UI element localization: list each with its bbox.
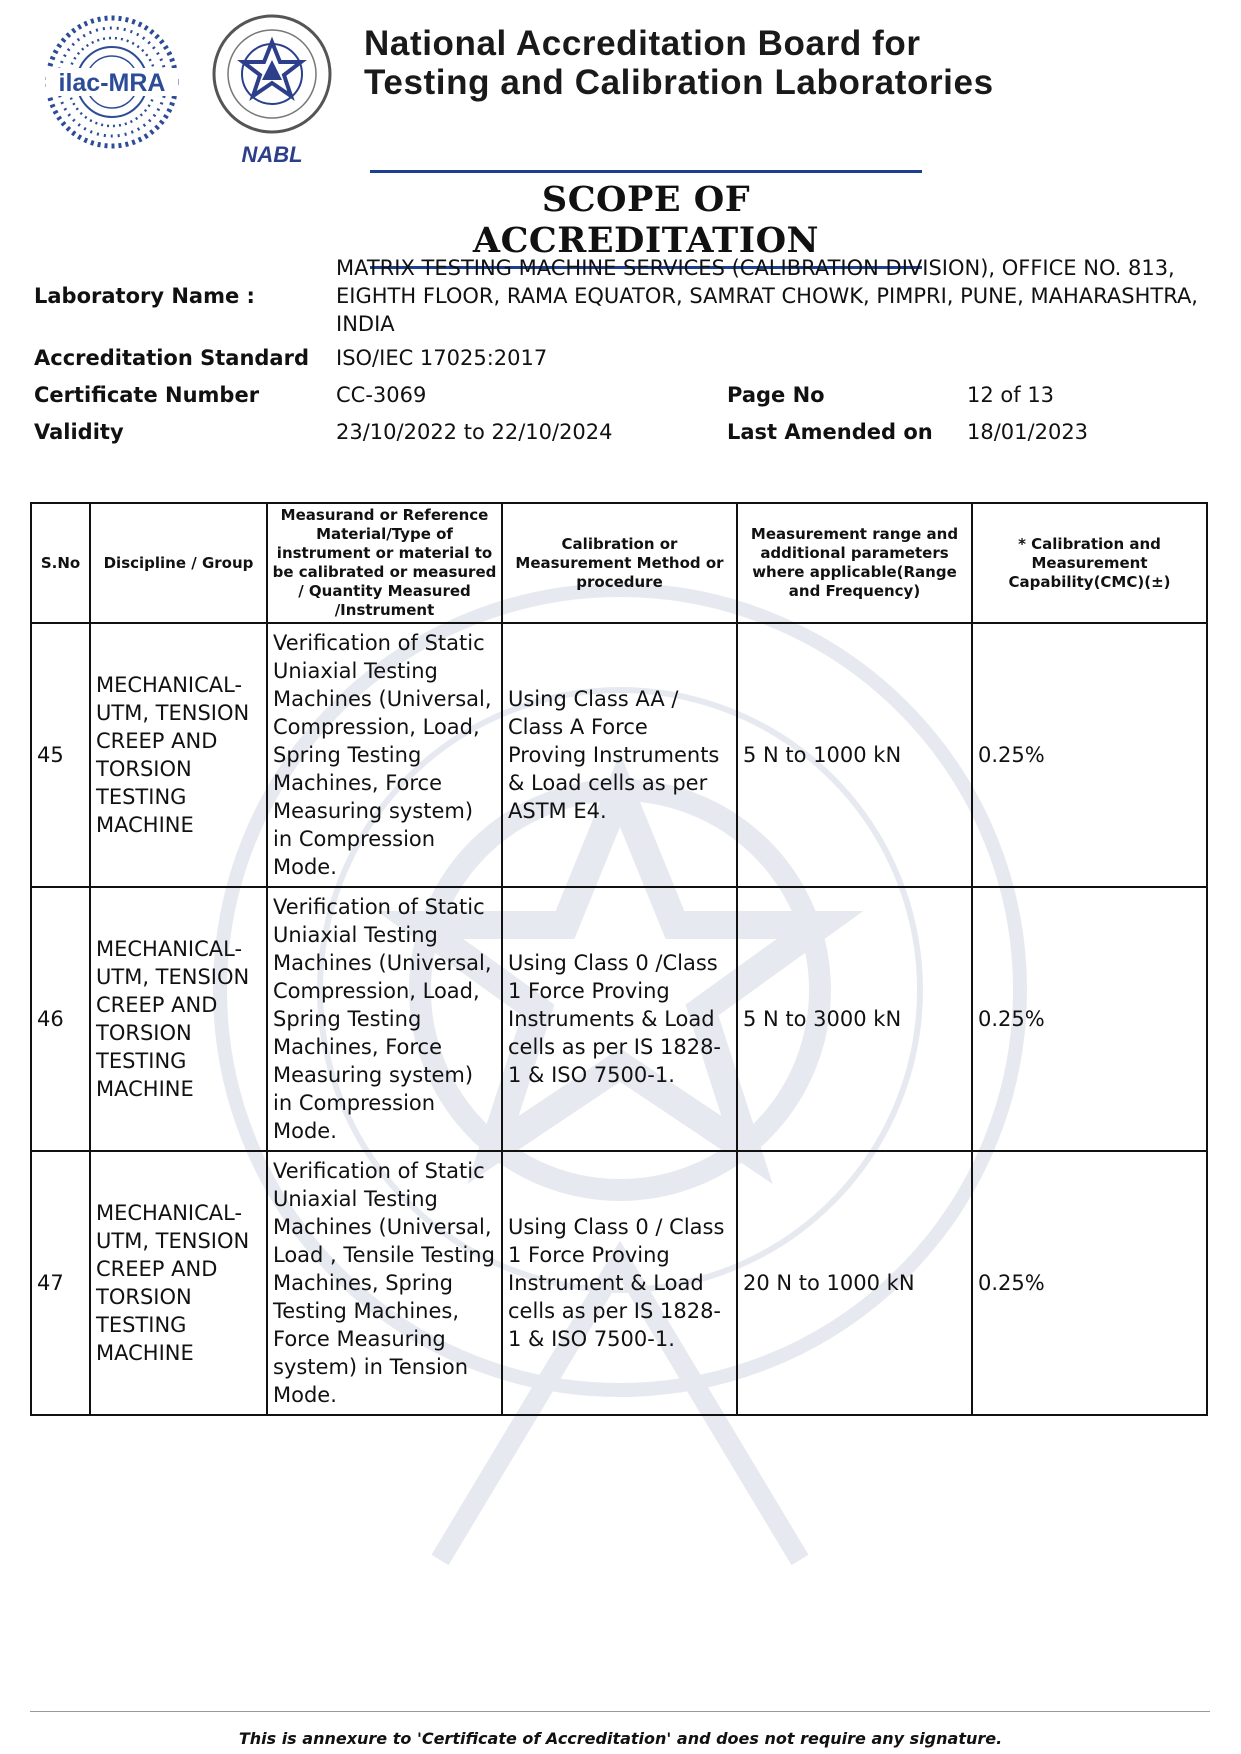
svg-text:NABL: NABL	[241, 142, 303, 167]
standard-value: ISO/IEC 17025:2017	[336, 346, 548, 370]
cell-range: 5 N to 1000 kN	[737, 623, 972, 887]
cell-method: Using Class 0 /Class 1 Force Proving Instruments & Load cells as per IS 1828-1 & ISO 7500-1.	[502, 887, 737, 1151]
table-header-row	[31, 503, 1207, 623]
table-row	[31, 623, 1207, 887]
cell-sno: 46	[31, 887, 90, 1151]
page-no-label: Page No	[727, 383, 825, 407]
validity-label: Validity	[34, 420, 124, 444]
nabl-logo	[210, 12, 334, 172]
cell-cmc: 0.25%	[972, 623, 1207, 887]
cell-cmc: 0.25%	[972, 1151, 1207, 1415]
cell-range: 20 N to 1000 kN	[737, 1151, 972, 1415]
certificate-number-value: CC-3069	[336, 383, 427, 407]
svg-text:ilac-MRA: ilac-MRA	[58, 69, 166, 97]
cell-range: 5 N to 3000 kN	[737, 887, 972, 1151]
header-cmc: * Calibration and Measurement Capability(CMC)(±)	[972, 503, 1207, 623]
board-title-line2: Testing and Calibration Laboratories	[364, 63, 994, 102]
cell-method: Using Class AA / Class A Force Proving Instruments & Load cells as per ASTM E4.	[502, 623, 737, 887]
cell-cmc: 0.25%	[972, 887, 1207, 1151]
cell-discipline: MECHANICAL- UTM, TENSION CREEP AND TORSION TESTING MACHINE	[90, 1151, 267, 1415]
standard-label: Accreditation Standard	[34, 346, 309, 370]
certificate-number-label: Certificate Number	[34, 383, 260, 407]
cell-sno: 47	[31, 1151, 90, 1415]
footer-note: This is annexure to 'Certificate of Accreditation' and does not require any signature.	[238, 1729, 1003, 1748]
cell-discipline: MECHANICAL- UTM, TENSION CREEP AND TORSION TESTING MACHINE	[90, 887, 267, 1151]
header-range: Measurement range and additional parameters where applicable(Range and Frequency)	[737, 503, 972, 623]
header-measurand: Measurand or Reference Material/Type of instrument or material to be calibrated or measured / Quantity Measured /Instrument	[267, 503, 502, 623]
header-discipline: Discipline / Group	[90, 503, 267, 623]
lab-name-value: MATRIX TESTING MACHINE SERVICES (CALIBRATION DIVISION), OFFICE NO. 813, EIGHTH FLOOR, RAMA EQUATOR, SAMRAT CHOWK, PIMPRI, PUNE, MAHARASHTRA, INDIA	[336, 256, 1198, 336]
table-row	[31, 887, 1207, 1151]
last-amended-value: 18/01/2023	[967, 420, 1089, 444]
board-title	[364, 24, 994, 102]
cell-method: Using Class 0 / Class 1 Force Proving Instrument & Load cells as per IS 1828-1 & ISO 7500-1.	[502, 1151, 737, 1415]
footer-divider	[30, 1711, 1210, 1712]
cell-sno: 45	[31, 623, 90, 887]
last-amended-label: Last Amended on	[727, 420, 933, 444]
cell-measurand: Verification of Static Uniaxial Testing Machines (Universal, Load , Tensile Testing Machines, Spring Testing Machines, Force Measuring system) in Tension Mode.	[267, 1151, 502, 1415]
board-title-line1: National Accreditation Board for	[364, 24, 921, 63]
header-sno: S.No	[31, 503, 90, 623]
table-row	[31, 1151, 1207, 1415]
cell-measurand: Verification of Static Uniaxial Testing Machines (Universal, Compression, Load, Spring Testing Machines, Force Measuring system) in Compression Mode.	[267, 887, 502, 1151]
validity-value: 23/10/2022 to 22/10/2024	[336, 420, 613, 444]
scope-title: SCOPE OF ACCREDITATION	[370, 170, 922, 269]
cell-discipline: MECHANICAL- UTM, TENSION CREEP AND TORSION TESTING MACHINE	[90, 623, 267, 887]
lab-name-label: Laboratory Name :	[34, 284, 255, 308]
ilac-mra-logo	[42, 12, 182, 152]
cell-measurand: Verification of Static Uniaxial Testing Machines (Universal, Compression, Load, Spring Testing Machines, Force Measuring system) in Compression Mode.	[267, 623, 502, 887]
page-no-value: 12 of 13	[967, 383, 1055, 407]
header-method: Calibration or Measurement Method or procedure	[502, 503, 737, 623]
scope-table	[30, 502, 1208, 1416]
